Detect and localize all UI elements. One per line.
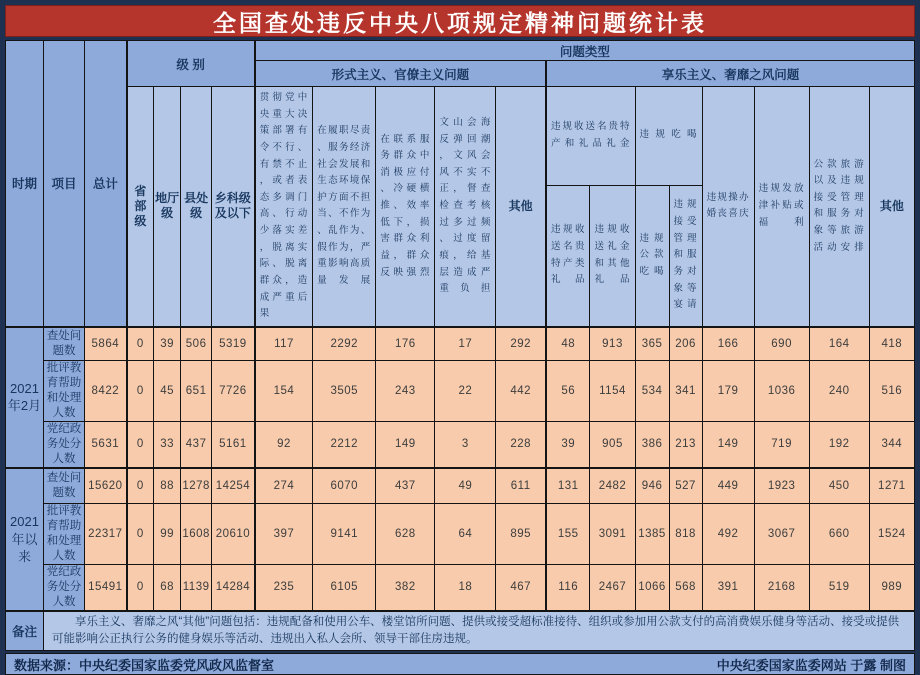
formalism-col-other: 其他 xyxy=(496,87,546,327)
data-cell: 0 xyxy=(127,422,154,468)
data-cell: 68 xyxy=(154,565,181,611)
data-cell: 5161 xyxy=(212,422,255,468)
row-label: 批评教育帮助和处理人数 xyxy=(44,504,85,565)
data-cell: 2168 xyxy=(754,565,809,611)
data-cell: 660 xyxy=(809,504,869,565)
data-cell: 14254 xyxy=(212,468,255,504)
data-cell: 1278 xyxy=(181,468,212,504)
data-cell: 3 xyxy=(435,422,496,468)
data-cell: 534 xyxy=(635,361,669,422)
data-cell: 506 xyxy=(181,327,212,361)
data-cell: 2482 xyxy=(590,468,635,504)
data-cell: 344 xyxy=(869,422,914,468)
data-cell: 49 xyxy=(435,468,496,504)
data-cell: 164 xyxy=(809,327,869,361)
data-cell: 22317 xyxy=(85,504,127,565)
hedonism-header: 享乐主义、奢靡之风问题 xyxy=(546,61,915,87)
data-cell: 5631 xyxy=(85,422,127,468)
note-label: 备注 xyxy=(6,611,44,651)
data-cell: 235 xyxy=(255,565,313,611)
data-cell: 690 xyxy=(754,327,809,361)
gift-col-cash: 违规收送礼金和其他礼品 xyxy=(590,185,635,327)
data-cell: 449 xyxy=(702,468,754,504)
data-cell: 905 xyxy=(590,422,635,468)
data-cell: 568 xyxy=(669,565,702,611)
travel-col-header: 公款旅游以及违规接受管理和服务对象等旅游活动安排 xyxy=(809,87,869,327)
data-cell: 292 xyxy=(496,327,546,361)
data-cell: 240 xyxy=(809,361,869,422)
problem-type-header: 问题类型 xyxy=(255,41,915,61)
data-cell: 1385 xyxy=(635,504,669,565)
data-cell: 913 xyxy=(590,327,635,361)
data-cell: 243 xyxy=(376,361,435,422)
statistics-table xyxy=(5,40,915,651)
data-cell: 397 xyxy=(255,504,313,565)
wedding-col-header: 违规操办婚丧喜庆 xyxy=(702,87,754,327)
level-col-prefecture: 地厅级 xyxy=(154,87,181,327)
data-cell: 492 xyxy=(702,504,754,565)
data-cell: 341 xyxy=(669,361,702,422)
data-cell: 437 xyxy=(181,422,212,468)
row-label: 党纪政务处分人数 xyxy=(44,422,85,468)
data-cell: 6105 xyxy=(313,565,376,611)
formalism-col-masses: 在联系服务群众中消极应付、冷硬横推、效率低下，损害群众利益，群众反映强烈 xyxy=(376,87,435,327)
data-cell: 365 xyxy=(635,327,669,361)
data-cell: 3505 xyxy=(313,361,376,422)
data-cell: 1923 xyxy=(754,468,809,504)
data-cell: 22 xyxy=(435,361,496,422)
data-cell: 382 xyxy=(376,565,435,611)
data-cell: 39 xyxy=(154,327,181,361)
data-cell: 5319 xyxy=(212,327,255,361)
data-cell: 3091 xyxy=(590,504,635,565)
level-col-provincial: 省部级 xyxy=(127,87,154,327)
data-cell: 442 xyxy=(496,361,546,422)
data-cell: 274 xyxy=(255,468,313,504)
data-cell: 48 xyxy=(546,327,590,361)
period-header: 时期 xyxy=(6,41,44,327)
data-cell: 33 xyxy=(154,422,181,468)
data-cell: 2467 xyxy=(590,565,635,611)
item-header: 项目 xyxy=(44,41,85,327)
data-cell: 989 xyxy=(869,565,914,611)
data-cell: 7726 xyxy=(212,361,255,422)
data-cell: 149 xyxy=(702,422,754,468)
data-cell: 9141 xyxy=(313,504,376,565)
data-cell: 1524 xyxy=(869,504,914,565)
data-cell: 2292 xyxy=(313,327,376,361)
note-text: 享乐主义、奢靡之风“其他”问题包括：违规配备和使用公车、楼堂馆所问题、提供或接受超标准接待、组织或参加用公款支付的高消费娱乐健身等活动、接受或提供可能影响公正执行公务的健身娱乐等活动、违规出入私人会所、领导干部住房违规。 xyxy=(44,611,915,651)
data-cell: 64 xyxy=(435,504,496,565)
data-cell: 0 xyxy=(127,361,154,422)
data-cell: 2212 xyxy=(313,422,376,468)
level-header: 级 别 xyxy=(127,41,255,87)
data-cell: 6070 xyxy=(313,468,376,504)
subsidy-col-header: 违规发放津补贴或福利 xyxy=(754,87,809,327)
data-cell: 14284 xyxy=(212,565,255,611)
data-cell: 99 xyxy=(154,504,181,565)
credit-text: 中央纪委国家监委网站 于露 制图 xyxy=(716,657,906,673)
data-cell: 154 xyxy=(255,361,313,422)
data-cell: 56 xyxy=(546,361,590,422)
data-cell: 651 xyxy=(181,361,212,422)
data-cell: 0 xyxy=(127,504,154,565)
data-cell: 131 xyxy=(546,468,590,504)
data-cell: 17 xyxy=(435,327,496,361)
data-cell: 166 xyxy=(702,327,754,361)
data-cell: 0 xyxy=(127,327,154,361)
data-cell: 88 xyxy=(154,468,181,504)
data-cell: 206 xyxy=(669,327,702,361)
total-header: 总计 xyxy=(85,41,127,327)
data-cell: 516 xyxy=(869,361,914,422)
data-cell: 418 xyxy=(869,327,914,361)
data-cell: 628 xyxy=(376,504,435,565)
data-cell: 1036 xyxy=(754,361,809,422)
row-label: 党纪政务处分人数 xyxy=(44,565,85,611)
data-cell: 1154 xyxy=(590,361,635,422)
hedonism-other-header: 其他 xyxy=(869,87,914,327)
level-col-county: 县处级 xyxy=(181,87,212,327)
data-cell: 213 xyxy=(669,422,702,468)
data-source-text: 数据来源：中央纪委国家监委党风政风监督室 xyxy=(14,657,275,673)
data-cell: 467 xyxy=(496,565,546,611)
row-label: 查处问题数 xyxy=(44,327,85,361)
dining-col-banquet: 违规接受管理和服务对象等宴请 xyxy=(669,185,702,327)
data-cell: 5864 xyxy=(85,327,127,361)
data-cell: 527 xyxy=(669,468,702,504)
gift-group-header: 违规收送名贵特产和礼品礼金 xyxy=(546,87,635,186)
data-cell: 450 xyxy=(809,468,869,504)
data-cell: 192 xyxy=(809,422,869,468)
data-cell: 386 xyxy=(635,422,669,468)
data-cell: 3067 xyxy=(754,504,809,565)
formalism-col-meetings: 文山会海反弹回潮，文风会风不实不正，督查检查考核过多过频、过度留痕，给基层造成严重负担 xyxy=(435,87,496,327)
data-cell: 155 xyxy=(546,504,590,565)
period-cell: 2021年以来 xyxy=(6,468,44,611)
row-label: 批评教育帮助和处理人数 xyxy=(44,361,85,422)
data-cell: 519 xyxy=(809,565,869,611)
data-cell: 0 xyxy=(127,565,154,611)
data-cell: 1608 xyxy=(181,504,212,565)
data-cell: 1066 xyxy=(635,565,669,611)
data-cell: 946 xyxy=(635,468,669,504)
level-col-township: 乡科级及以下 xyxy=(212,87,255,327)
data-cell: 895 xyxy=(496,504,546,565)
footer-bar xyxy=(5,653,915,675)
data-cell: 818 xyxy=(669,504,702,565)
period-cell: 2021年2月 xyxy=(6,327,44,468)
data-cell: 437 xyxy=(376,468,435,504)
dining-group-header: 违规吃喝 xyxy=(635,87,702,186)
data-cell: 228 xyxy=(496,422,546,468)
data-cell: 15620 xyxy=(85,468,127,504)
data-cell: 719 xyxy=(754,422,809,468)
data-cell: 39 xyxy=(546,422,590,468)
gift-col-specialty: 违规收送名贵特产类礼品 xyxy=(546,185,590,327)
data-cell: 45 xyxy=(154,361,181,422)
formalism-header: 形式主义、官僚主义问题 xyxy=(255,61,546,87)
dining-col-public: 违规公款吃喝 xyxy=(635,185,669,327)
data-cell: 0 xyxy=(127,468,154,504)
table-title: 全国查处违反中央八项规定精神问题统计表 xyxy=(5,5,915,37)
data-cell: 20610 xyxy=(212,504,255,565)
formalism-col-policy: 贯彻党中央重大决策部署有令不行、有禁不止，或者表态多调门高、行动少落实差，脱离实际、脱离群众，造成严重后果 xyxy=(255,87,313,327)
data-cell: 1139 xyxy=(181,565,212,611)
formalism-col-duty: 在履职尽责、服务经济社会发展和生态环境保护方面不担当、不作为、乱作为、假作为，严重影响高质量发展 xyxy=(313,87,376,327)
data-cell: 179 xyxy=(702,361,754,422)
data-cell: 116 xyxy=(546,565,590,611)
data-cell: 15491 xyxy=(85,565,127,611)
data-cell: 18 xyxy=(435,565,496,611)
data-cell: 176 xyxy=(376,327,435,361)
row-label: 查处问题数 xyxy=(44,468,85,504)
data-cell: 149 xyxy=(376,422,435,468)
data-cell: 117 xyxy=(255,327,313,361)
data-cell: 8422 xyxy=(85,361,127,422)
data-cell: 92 xyxy=(255,422,313,468)
data-cell: 391 xyxy=(702,565,754,611)
data-cell: 1271 xyxy=(869,468,914,504)
data-cell: 611 xyxy=(496,468,546,504)
